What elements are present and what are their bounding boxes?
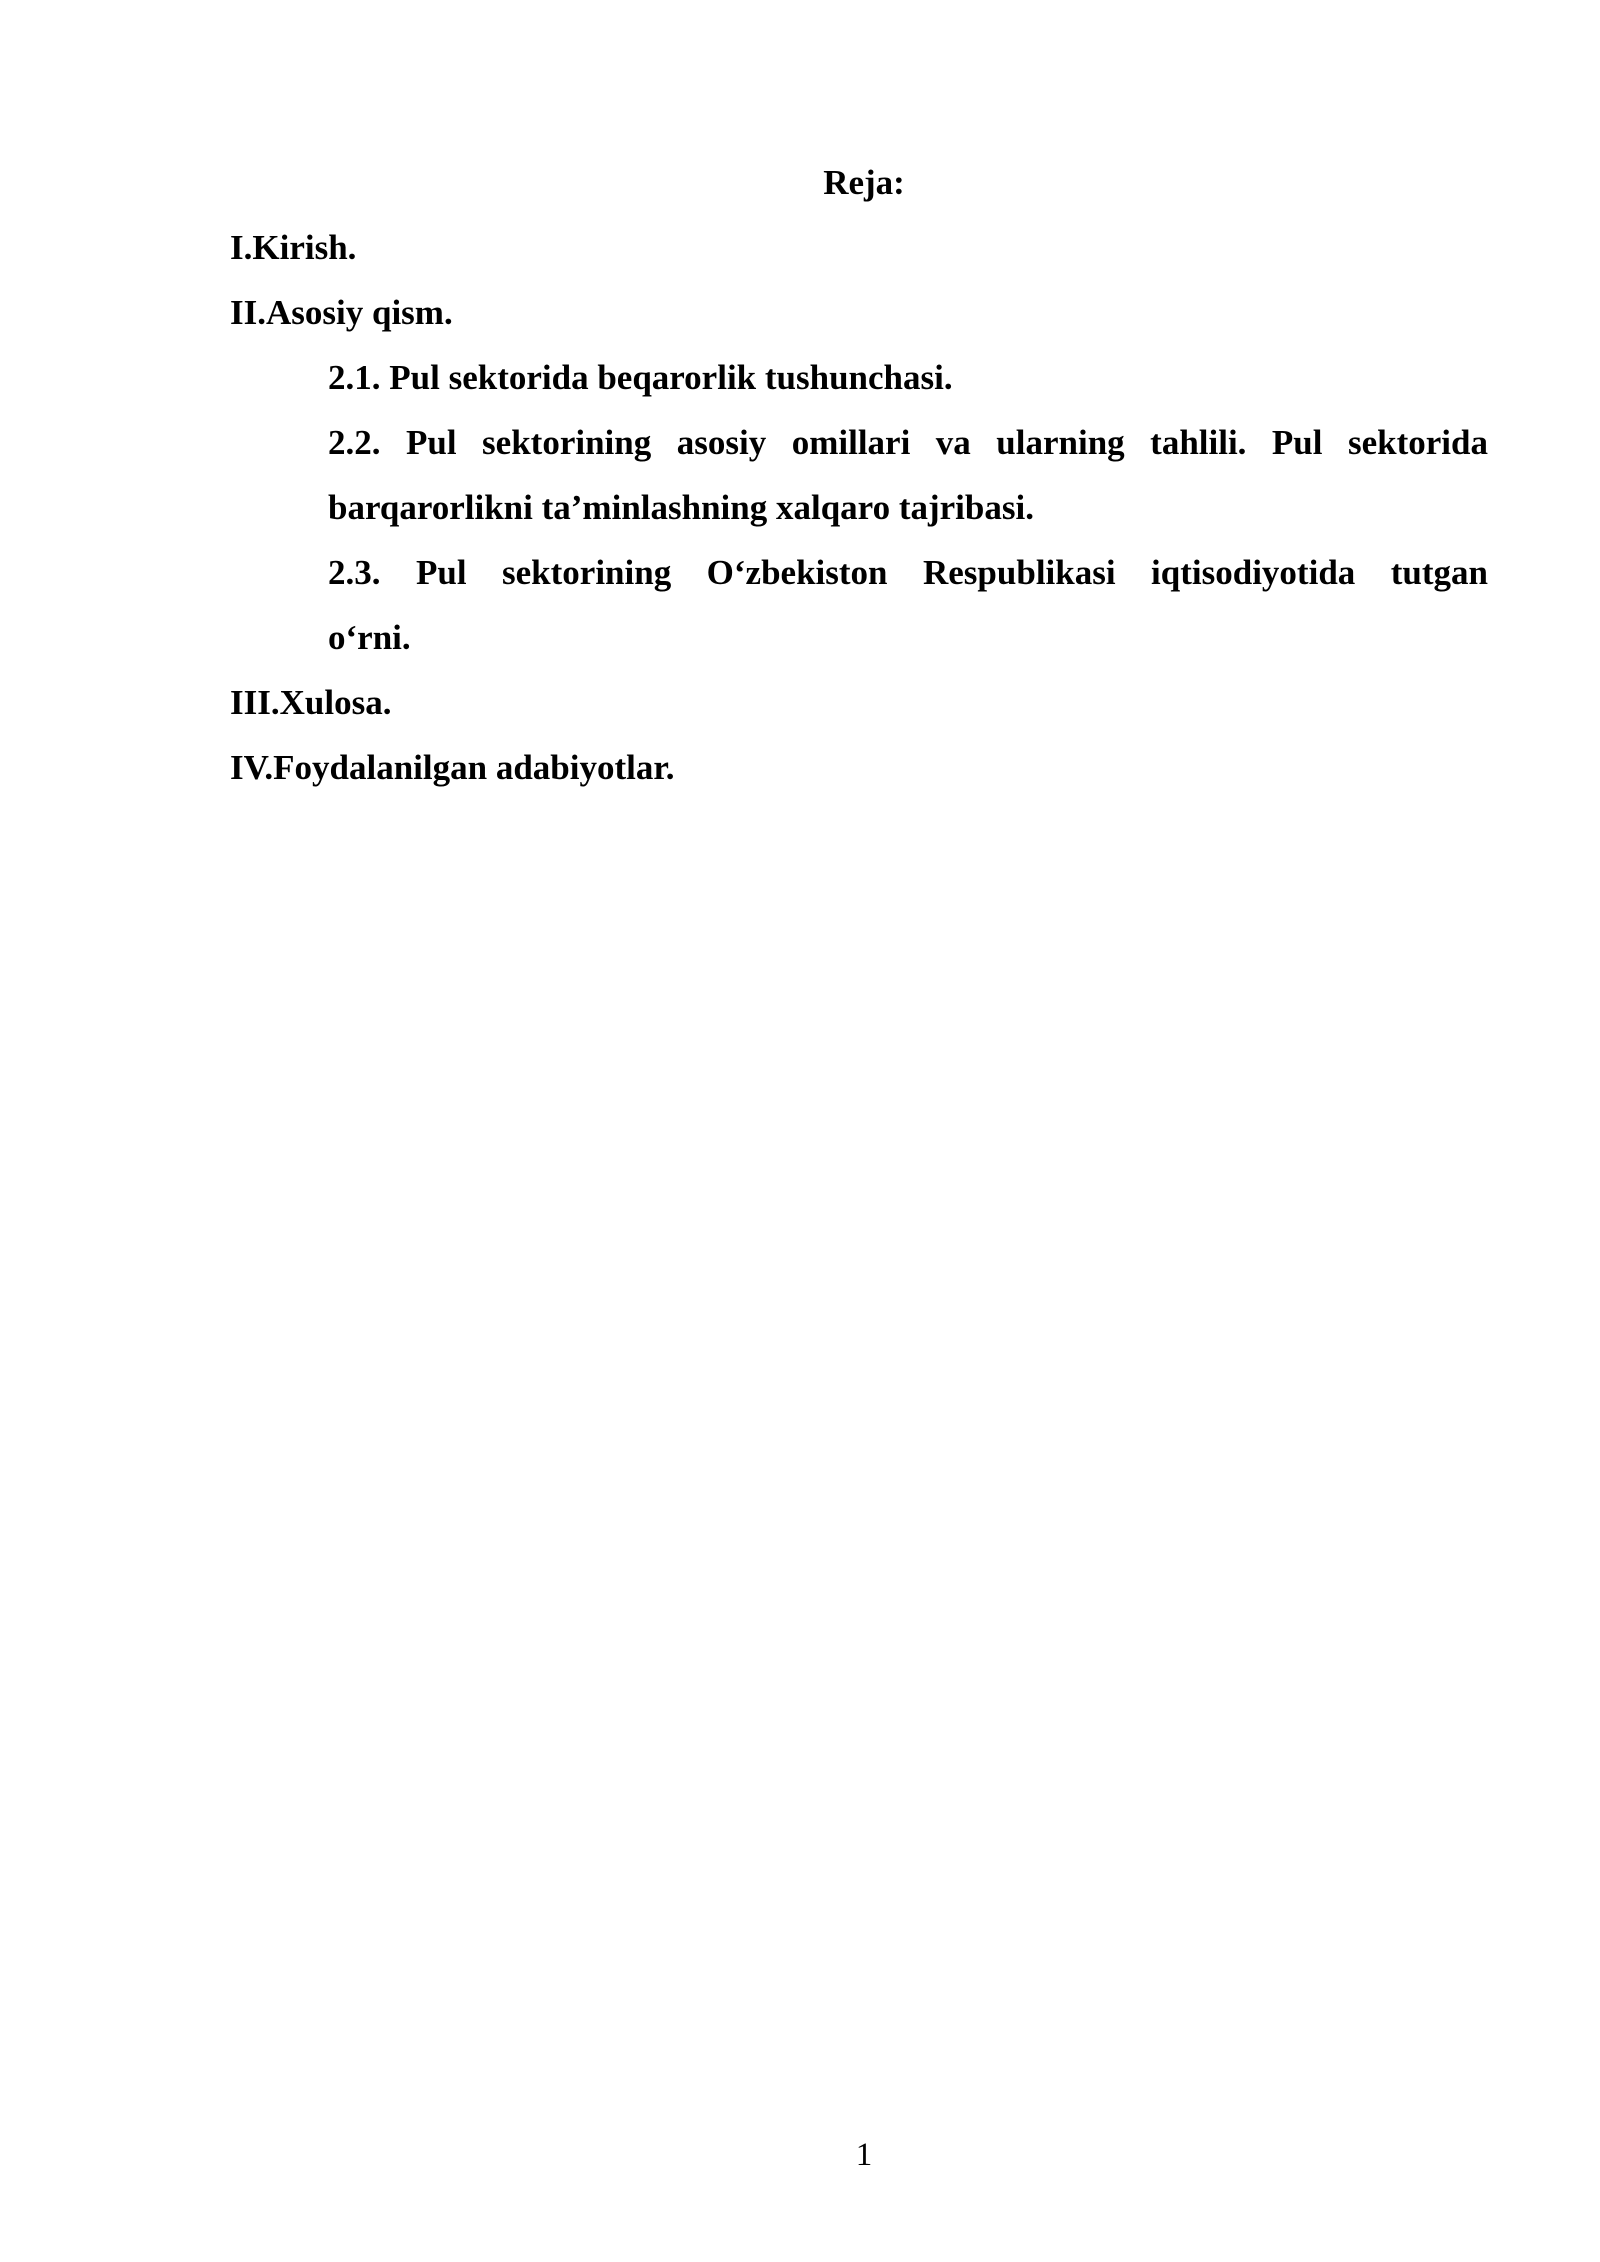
toc-subitem-line: 2.1. Pul sektorida beqarorlik tushunchasi. xyxy=(328,358,953,397)
toc-item-main-part: II.Asosiy qism. xyxy=(230,293,453,332)
toc-subitem-line: 2.2. Pul sektorining asosiy omillari va ularning tahlili. Pul sektorida xyxy=(328,423,1488,462)
toc-subitem-2-2 xyxy=(328,410,1488,540)
table-of-contents xyxy=(230,215,1488,800)
toc-subitem-line: barqarorlikni ta’minlashning xalqaro tajribasi. xyxy=(328,488,1034,527)
toc-item-conclusion: III.Xulosa. xyxy=(230,683,392,722)
toc-subitem-line: o‘rni. xyxy=(328,618,411,657)
toc-item-references: IV.Foydalanilgan adabiyotlar. xyxy=(230,748,675,787)
toc-subitem-2-1 xyxy=(328,345,1488,410)
toc-subitem-2-3 xyxy=(328,540,1488,670)
page-number: 1 xyxy=(855,2137,873,2173)
toc-item-introduction: I.Kirish. xyxy=(230,228,357,267)
plan-title: Reja: xyxy=(823,163,905,202)
toc-subitem-line: 2.3. Pul sektorining O‘zbekiston Respublikasi iqtisodiyotida tutgan xyxy=(328,553,1488,592)
